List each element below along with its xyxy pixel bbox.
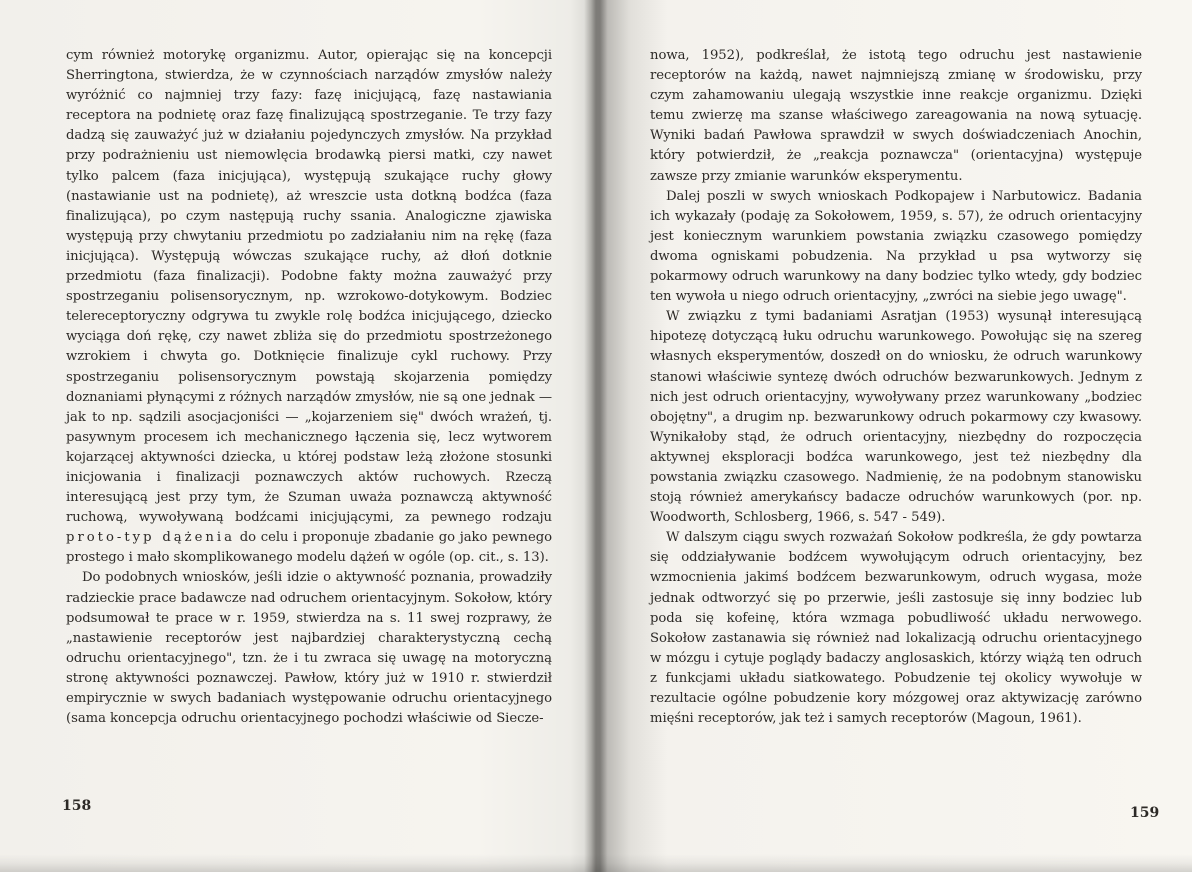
left-paragraph-1-tail: do celu i proponuje zbadanie go jako pewnego prostego i mało skomplikowanego modelu dążeń w ogóle (op. cit., s. 13). [66, 530, 552, 566]
left-paragraph-1-emphasis: proto-typ dążenia [66, 530, 235, 546]
right-page-text [650, 46, 1142, 729]
right-paragraph-2: Dalej poszli w swych wnioskach Podkopajew i Narbutowicz. Badania ich wykazały (podaję za Sokołowem, 1959, s. 57), że odruch orientacyjny jest koniecznym warunkiem powstania związku czasowego pomiędzy dwoma ogniskami pobudzenia. Na przykład u psa wytworzy się pokarmowy odruch warunkowy na dany bodziec tylko wtedy, gdy bodziec ten wywoła u niego odruch orientacyjny, „zwróci na siebie jego uwagę". [650, 188, 1142, 305]
right-paragraph-1: nowa, 1952), podkreślał, że istotą tego odruchu jest nastawienie receptorów na każdą, nawet najmniejszą zmianę w środowisku, przy czym zahamowaniu ulegają wszystkie inne reakcje organizmu. Dzięki temu zwierzę ma szanse właściwego zareagowania na nową sytuację. Wyniki badań Pawłowa sprawdził w swych doświadczeniach Anochin, który potwierdził, że „reakcja poznawcza" (orientacyjna) występuje zawsze przy zmianie warunków eksperymentu. [650, 48, 1142, 184]
left-paragraph-1 [66, 46, 552, 568]
left-page-text [66, 46, 552, 729]
bottom-edge-shadow [0, 854, 1192, 872]
left-paragraph-1-text: cym również motorykę organizmu. Autor, opierając się na koncepcji Sherringtona, stwierdza, że w czynnościach narządów zmysłów należy wyróżnić co najmniej trzy fazy: fazę inicjującą, fazę nastawiania receptora na podnietę oraz fazę finalizującą spostrzeganie. Te trzy fazy dadzą się zauważyć już w działaniu pojedynczych zmysłów. Na przykład przy podrażnieniu ust niemowlęcia brodawką piersi matki, czy nawet tylko palcem (faza inicjująca), występują szukające ruchy głowy (nastawianie ust na podnietę), aż wreszcie usta dotkną bodźca (faza finalizująca), po czym następują ruchy ssania. Analogiczne zjawiska występują przy chwytaniu przedmiotu po zadziałaniu nim na rękę (faza inicjująca). Występują wówczas szukające ruchy, aż dłoń dotknie przedmiotu (faza finalizacji). Podobne fakty można zauważyć przy spostrzeganiu polisensorycznym, np. wzrokowo-dotykowym. Bodziec telereceptoryczny odgrywa tu zwykle rolę bodźca inicjującego, dziecko wyciąga doń rękę, czy nawet zbliża się do przedmiotu spostrzeżonego wzrokiem i chwyta go. Dotknięcie finalizuje cykl ruchowy. Przy spostrzeganiu polisensorycznym powstają skojarzenia pomiędzy doznaniami płynącymi z różnych narządów zmysłów, nie są one jednak — jak to np. sądzili asocjacjoniści — „kojarzeniem się" dwóch wrażeń, tj. pasywnym procesem ich mechanicznego łączenia się, lecz wytworem kojarzącej aktywności dziecka, u której podstaw leżą złożone stosunki inicjowania i finalizacji poznawczych aktów ruchowych. Rzeczą interesującą jest przy tym, że Szuman uważa poznawczą aktywność ruchową, wywoływaną bodźcami inicjującymi, za pewnego rodzaju [66, 48, 552, 526]
left-page-number: 158 [62, 798, 92, 814]
left-page [0, 0, 590, 872]
right-page-number: 159 [1130, 805, 1160, 821]
left-paragraph-2: Do podobnych wniosków, jeśli idzie o aktywność poznania, prowadziły radzieckie prace badawcze nad odruchem orientacyjnym. Sokołow, który podsumował te prace w r. 1959, stwierdza na s. 11 swej rozprawy, że „nastawienie receptorów jest najbardziej charakterystyczną cechą odruchu orientacyjnego", tzn. że i tu zwraca się uwagę na motoryczną stronę aktywności poznawczej. Pawłow, który już w 1910 r. stwierdził empirycznie w swych badaniach występowanie odruchu orientacyjnego (sama koncepcja odruchu orientacyjnego pochodzi właściwie od Siecze- [66, 570, 552, 727]
right-page [600, 0, 1192, 872]
right-paragraph-4: W dalszym ciągu swych rozważań Sokołow podkreśla, że gdy powtarza się oddziaływanie bodźcem wywołującym odruch orientacyjny, bez wzmocnienia jakimś bodźcem bezwarunkowym, odruch wygasa, może jednak odtworzyć się po przerwie, jeśli zastosuje się inny bodziec lub poda się kofeinę, która wzmaga pobudliwość układu nerwowego. Sokołow zastanawia się również nad lokalizacją odruchu orientacyjnego w mózgu i cytuje poglądy badaczy anglosaskich, którzy wiążą ten odruch z funkcjami układu siatkowatego. Pobudzenie tej okolicy wywołuje w rezultacie ogólne pobudzenie kory mózgowej oraz aktywizację zarówno mięśni receptorów, jak też i samych receptorów (Magoun, 1961). [650, 530, 1142, 727]
right-paragraph-3: W związku z tymi badaniami Asratjan (1953) wysunął interesującą hipotezę dotyczącą łuku odruchu warunkowego. Powołując się na szereg własnych eksperymentów, doszedł on do wniosku, że odruch warunkowy stanowi właściwie syntezę dwóch odruchów bezwarunkowych. Jednym z nich jest odruch orientacyjny, wywoływany przez warunkowany „bodziec obojętny", a drugim np. bezwarunkowy odruch pokarmowy czy kwasowy. Wynikałoby stąd, że odruch orientacyjny, niezbędny do rozpoczęcia aktywnej eksploracji bodźca warunkowego, jest też niezbędny dla powstania związku czasowego. Nadmienię, że na podobnym stanowisku stoją również amerykańscy badacze odruchów warunkowych (por. np. Woodworth, Schlosberg, 1966, s. 547 - 549). [650, 309, 1142, 526]
